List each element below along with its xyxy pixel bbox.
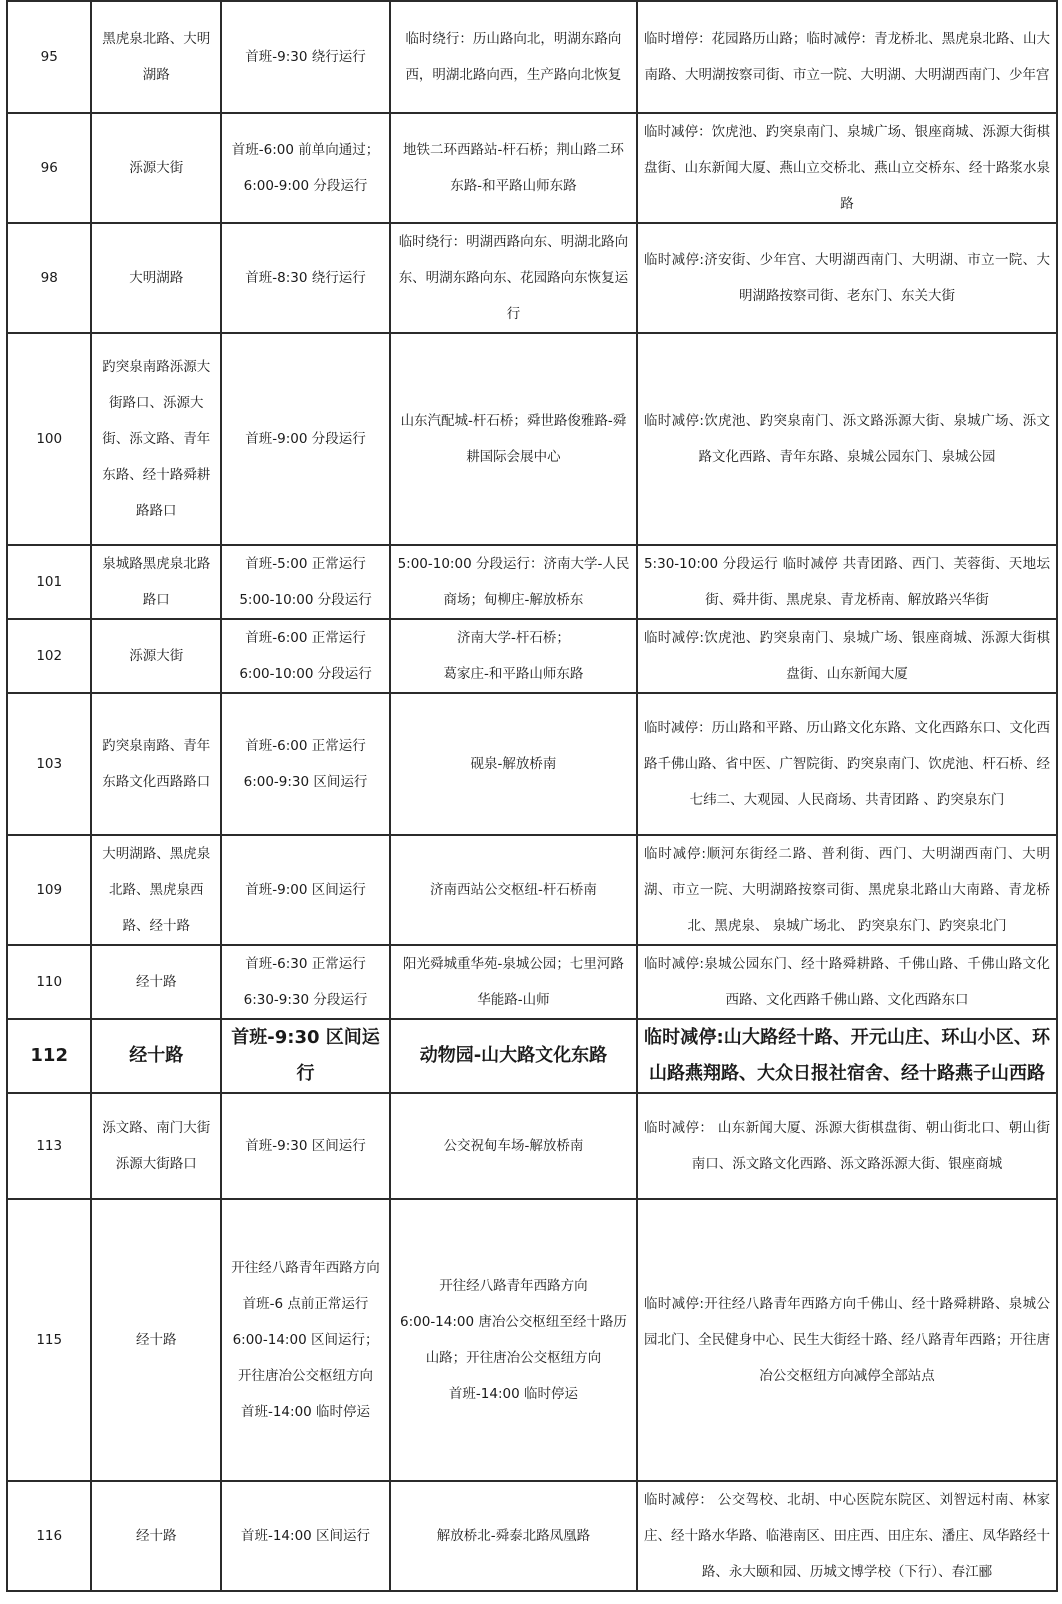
operation-segment: 临时绕行：明湖西路向东、明湖北路向东、明湖东路向东、花园路向东恢复运行 [390,223,637,333]
operation-time: 开往经八路青年西路方向 首班-6 点前正常运行 6:00-14:00 区间运行； 开往唐冶公交枢纽方向 首班-14:00 临时停运 [221,1199,390,1481]
table-row [7,945,1057,1019]
operation-segment: 济南大学-杆石桥； 葛家庄-和平路山师东路 [390,619,637,693]
route-number: 115 [7,1199,91,1481]
operation-time: 首班-9:30 区间运行 [221,1019,390,1093]
stop-adjustment: 临时减停：饮虎池、趵突泉南门、泉城广场、银座商城、泺源大街棋盘街、山东新闻大厦、燕山立交桥北、燕山立交桥东、经十路浆水泉路 [637,113,1057,223]
stop-adjustment: 临时减停： 公交驾校、北胡、中心医院东院区、刘智远村南、林家庄、经十路水华路、临港南区、田庄西、田庄东、潘庄、凤华路经十路、永大颐和园、历城文博学校（下行）、春江郦 [637,1481,1057,1591]
operation-time: 首班-14:00 区间运行 [221,1481,390,1591]
stop-adjustment: 临时减停:饮虎池、趵突泉南门、泉城广场、银座商城、泺源大街棋盘街、山东新闻大厦 [637,619,1057,693]
operation-time: 首班-9:00 分段运行 [221,333,390,545]
table-row [7,333,1057,545]
stop-adjustment: 临时减停:泉城公园东门、经十路舜耕路、千佛山路、千佛山路文化西路、文化西路千佛山路、文化西路东口 [637,945,1057,1019]
affected-road: 趵突泉南路、青年东路文化西路路口 [91,693,221,835]
operation-time: 首班-9:30 区间运行 [221,1093,390,1199]
stop-adjustment: 临时减停:山大路经十路、开元山庄、环山小区、环山路燕翔路、大众日报社宿舍、经十路燕子山西路 [637,1019,1057,1093]
affected-road: 泺源大街 [91,619,221,693]
table-row [7,619,1057,693]
operation-segment: 5:00-10:00 分段运行：济南大学-人民商场；甸柳庄-解放桥东 [390,545,637,619]
route-number: 98 [7,223,91,333]
route-table [6,0,1058,1592]
affected-road: 黑虎泉北路、大明湖路 [91,1,221,113]
affected-road: 大明湖路 [91,223,221,333]
operation-time: 首班-6:30 正常运行 6:30-9:30 分段运行 [221,945,390,1019]
route-number: 101 [7,545,91,619]
affected-road: 经十路 [91,1199,221,1481]
table-row [7,113,1057,223]
stop-adjustment: 临时增停：花园路历山路；临时减停：青龙桥北、黑虎泉北路、山大南路、大明湖按察司街、市立一院、大明湖、大明湖西南门、少年宫 [637,1,1057,113]
operation-time: 首班-8:30 绕行运行 [221,223,390,333]
table-row [7,1,1057,113]
table-row [7,1481,1057,1591]
table-row [7,1019,1057,1093]
operation-segment: 动物园-山大路文化东路 [390,1019,637,1093]
route-number: 110 [7,945,91,1019]
operation-time: 首班-6:00 正常运行 6:00-9:30 区间运行 [221,693,390,835]
affected-road: 泺源大街 [91,113,221,223]
stop-adjustment: 临时减停：历山路和平路、历山路文化东路、文化西路东口、文化西路千佛山路、省中医、广智院街、趵突泉南门、饮虎池、杆石桥、经七纬二、大观园、人民商场、共青团路 、趵突泉东门 [637,693,1057,835]
affected-road: 大明湖路、黑虎泉北路、黑虎泉西路、经十路 [91,835,221,945]
route-number: 103 [7,693,91,835]
affected-road: 经十路 [91,1481,221,1591]
stop-adjustment: 临时减停： 山东新闻大厦、泺源大街棋盘街、朝山街北口、朝山街南口、泺文路文化西路、泺文路泺源大街、银座商城 [637,1093,1057,1199]
operation-segment: 公交祝甸车场-解放桥南 [390,1093,637,1199]
route-number: 109 [7,835,91,945]
operation-segment: 济南西站公交枢纽-杆石桥南 [390,835,637,945]
operation-time: 首班-6:00 正常运行 6:00-10:00 分段运行 [221,619,390,693]
route-number: 116 [7,1481,91,1591]
operation-segment: 山东汽配城-杆石桥；舜世路俊雅路-舜耕国际会展中心 [390,333,637,545]
stop-adjustment: 临时减停:济安街、少年宫、大明湖西南门、大明湖、市立一院、大明湖路按察司街、老东门、东关大街 [637,223,1057,333]
route-number: 100 [7,333,91,545]
affected-road: 趵突泉南路泺源大街路口、泺源大街、泺文路、青年东路、经十路舜耕路路口 [91,333,221,545]
affected-road: 经十路 [91,945,221,1019]
route-number: 96 [7,113,91,223]
stop-adjustment: 临时减停:开往经八路青年西路方向千佛山、经十路舜耕路、泉城公园北门、全民健身中心、民生大街经十路、经八路青年西路；开往唐冶公交枢纽方向减停全部站点 [637,1199,1057,1481]
operation-time: 首班-6:00 前单向通过； 6:00-9:00 分段运行 [221,113,390,223]
route-number: 102 [7,619,91,693]
operation-time: 首班-9:00 区间运行 [221,835,390,945]
operation-time: 首班-5:00 正常运行 5:00-10:00 分段运行 [221,545,390,619]
affected-road: 泉城路黑虎泉北路路口 [91,545,221,619]
operation-segment: 解放桥北-舜泰北路凤凰路 [390,1481,637,1591]
stop-adjustment: 5:30-10:00 分段运行 临时减停 共青团路、西门、芙蓉街、天地坛街、舜井街、黑虎泉、青龙桥南、解放路兴华街 [637,545,1057,619]
table-row [7,835,1057,945]
operation-segment: 阳光舜城重华苑-泉城公园；七里河路华能路-山师 [390,945,637,1019]
stop-adjustment: 临时减停:饮虎池、趵突泉南门、泺文路泺源大街、泉城广场、泺文路文化西路、青年东路、泉城公园东门、泉城公园 [637,333,1057,545]
affected-road: 泺文路、南门大街泺源大街路口 [91,1093,221,1199]
operation-segment: 开往经八路青年西路方向 6:00-14:00 唐冶公交枢纽至经十路历山路；开往唐冶公交枢纽方向 首班-14:00 临时停运 [390,1199,637,1481]
table-row [7,1199,1057,1481]
table-row [7,1093,1057,1199]
route-number: 95 [7,1,91,113]
table-row [7,693,1057,835]
table-row [7,223,1057,333]
route-number: 113 [7,1093,91,1199]
operation-segment: 砚泉-解放桥南 [390,693,637,835]
stop-adjustment: 临时减停:顺河东街经二路、普利街、西门、大明湖西南门、大明湖、市立一院、大明湖路按察司街、黑虎泉北路山大南路、青龙桥北、黑虎泉、 泉城广场北、 趵突泉东门、趵突泉北门 [637,835,1057,945]
table-row [7,545,1057,619]
operation-segment: 地铁二环西路站-杆石桥；荆山路二环东路-和平路山师东路 [390,113,637,223]
route-number: 112 [7,1019,91,1093]
operation-time: 首班-9:30 绕行运行 [221,1,390,113]
operation-segment: 临时绕行：历山路向北，明湖东路向西，明湖北路向西，生产路向北恢复 [390,1,637,113]
affected-road: 经十路 [91,1019,221,1093]
